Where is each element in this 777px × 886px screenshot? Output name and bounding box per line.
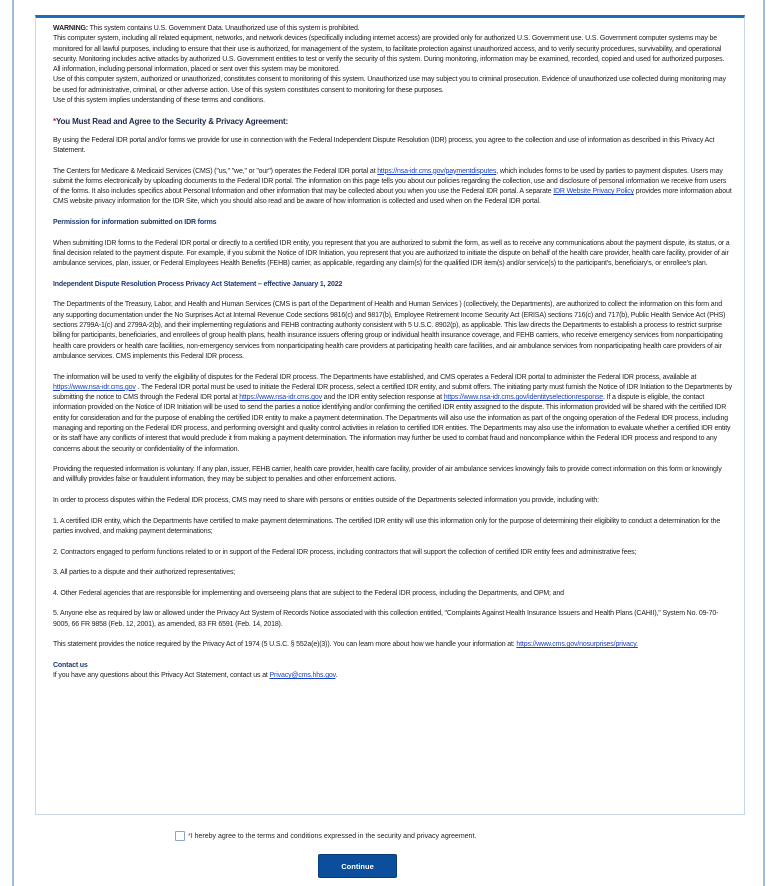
- list-item: 4. Other Federal agencies that are responsible for implementing and overseeing plans that are subject to the Federal IDR process, including the Departments, and OPM; and: [53, 589, 564, 597]
- warning-line: WARNING: This system contains U.S. Government Data. Unauthorized use of this system is prohibited.: [53, 25, 360, 32]
- nosurprises-privacy-link[interactable]: https://www.cms.gov/nosurprises/privacy.: [516, 641, 638, 649]
- contact-paragraph: If you have any questions about this Privacy Act Statement, contact us at Privacy@cms.hhs.gov.: [53, 672, 338, 680]
- permission-heading: Permission for information submitted on IDR forms: [53, 219, 217, 227]
- list-item: 1. A certified IDR entity, which the Departments have certified to make payment determinations. The certified IDR entity will use this information only for the purpose of determining their eligibility to conduct a determination for the parties involved, and making payment determinations;: [53, 517, 721, 535]
- idr-portal-link[interactable]: https://www.nsa-idr.cms.gov: [53, 383, 136, 391]
- list-item: 2. Contractors engaged to perform functions related to or in support of the Federal IDR process, including contractors that will support the collection of certified IDR entity fees and administrative fees;: [53, 548, 637, 556]
- list-item: 5. Anyone else as required by law or allowed under the Privacy Act System of Records Notice associated with this collection entitled, "Complaints Against Health Insurance Issuers and Health Plans (CAHII)," System No. 09-70-9005, 66 FR 9858 (Feb. 12, 2001), as amended, 83 FR 6591 (Feb. 14, 2018).: [53, 610, 719, 628]
- outer-frame-right: [763, 0, 765, 886]
- share-paragraph: In order to process disputes within the Federal IDR process, CMS may need to share with persons or entities outside of the Departments selected information you provide, including with:: [53, 497, 599, 505]
- use-paragraph: The information will be used to verify the eligibility of disputes for the Federal IDR process. The Departments have established, and CMS operates a Federal IDR portal to administer the Federal IDR process, available at https://www.nsa-idr.cms.gov . The Federal IDR portal must be used to initiate the Federal IDR process, select a certified IDR entity, and submit offers. The initiating party must furnish the Notice of IDR Initiation to the Departments by submitting the notice to CMS through the Federal IDR portal at https://www.nsa-idr.cms.gov and the IDR entity selection response at https://www.nsa-idr.cms.gov/identityselectionresponse. If a dispute is eligible, the contact information provided on the Notice of IDR Initiation will be used to send the parties a notice identifying and/or confirming the certified IDR entity assigned to the dispute. This information provided will be shared with the certified IDR entity for consideration and for the purpose of enabling the certified IDR entity to make a payment determination. The Departments will also use the information as part of the ongoing operation of the Federal IDR process, including managing and reporting on the Federal IDR process, and performing oversight and quality control activities in relation to certified IDR entities. The Departments may also use the information to evaluate whether a certified IDR entity or its staff have any conflicts of interest that would preclude it from making a payment determination. The information may further be used to combat fraud and noncompliance within the Federal IDR process and respond to any concerns about the security or confidentiality of the information.: [53, 373, 733, 453]
- payment-disputes-link[interactable]: https://nsa-idr.cms.gov/paymentdisputes: [377, 167, 497, 175]
- warning-paragraph: Use of this system implies understanding of these terms and conditions.: [53, 97, 265, 105]
- website-privacy-policy-link[interactable]: IDR Website Privacy Policy: [553, 188, 634, 196]
- entity-selection-link[interactable]: https://www.nsa-idr.cms.gov/identityselectionresponse: [443, 394, 604, 402]
- agree-label: I hereby agree to the terms and conditions expressed in the security and privacy agreement.: [190, 832, 477, 840]
- notice-paragraph: This statement provides the notice required by the Privacy Act of 1974 (5 U.S.C. § 552a(e)(3)). You can learn more about how we handle your information at: https://www.cms.gov/nosurprises/privacy.: [53, 641, 638, 649]
- idr-portal-link[interactable]: https://www.nsa-idr.cms.gov: [239, 394, 322, 402]
- agreement-heading: *You Must Read and Agree to the Security & Privacy Agreement:: [53, 117, 289, 127]
- permission-paragraph: When submitting IDR forms to the Federal IDR portal or directly to a certified IDR entity, you represent that you are authorized to submit the form, as well as to receive any communications about the payment dispute, its status, or a final decision related to the payment dispute. For example, if you submit the Notice of IDR Initiation, you represent that you are authorized to initiate the dispute on behalf of the health care provider, health care facility, provider of air ambulance services, plan, issuer, or Federal Employees Health Benefits (FEHB) carrier, as applicable, regarding any claim(s) for the qualified IDR item(s) and/or service(s) to the participant's, beneficiary's, or enrollee's plan.: [53, 239, 730, 268]
- privacy-email-link[interactable]: Privacy@cms.hhs.gov: [269, 672, 336, 680]
- warning-paragraph: Use of this computer system, authorized or unauthorized, constitutes consent to monitoring of this system. Unauthorized use may subject you to criminal prosecution. Evidence of unauthorized use collected during monitoring may be used for administrative, criminal, or other adverse action. Use of this system constitutes consent to monitoring for these purposes.: [53, 76, 726, 94]
- agree-checkbox[interactable]: [175, 831, 185, 841]
- intro-paragraph: By using the Federal IDR portal and/or forms we provide for use in connection with the Federal Independent Dispute Resolution (IDR) process, you agree to the collection and use of information as described in this Privacy Act Statement.: [53, 136, 715, 154]
- departments-paragraph: The Departments of the Treasury, Labor, and Health and Human Services (CMS is part of the Department of Health and Human Services ) (collectively, the Departments), are authorized to collect the information on this form and any supporting documentation under the No Surprises Act at Internal Revenue Code sections 9816(c) and 9817(b), Employee Retirement Income Security Act (ERISA) sections 716(c) and 717(b), Public Health Service Act (PHS) sections 2799A-1(c) and 2799A-2(b), and their implementing regulations and FEHB contracting authority consistent with 5 U.S.C. 8902(p), as applicable. This law directs the Departments to establish a process to restrict surprise billing for participants, beneficiaries, and enrollees of group health plans, health insurance issuers offering group or individual health insurance coverage, and FEHB carriers, who receive emergency services from nonparticipating health care providers or health care facilities, non-emergency services from nonparticipating health care providers at participating health care facilities, and air ambulance services from nonparticipating health care providers of air ambulance services. CMS implements this Federal IDR process.: [53, 301, 726, 360]
- agreement-scroll-panel[interactable]: [35, 15, 745, 815]
- contact-heading: Contact us: [53, 661, 88, 669]
- voluntary-paragraph: Providing the requested information is voluntary. If any plan, issuer, FEHB carrier, health care provider, health care facility, provider of air ambulance services knowingly fails to provide correct information on this form or knowingly and willfully provides false or fraudulent information, they may be subject to penalties and other enforcement actions.: [53, 466, 722, 484]
- warning-paragraph: This computer system, including all related equipment, networks, and network devices (specifically including internet access) are provided only for authorized U.S. Government use. U.S. Government computer systems may be monitored for all lawful purposes, including to ensure that their use is authorized, for management of the system, to facilitate protection against unauthorized access, and to verify security procedures, survivability, and operational security. Monitoring includes active attacks by authorized U.S. Government entities to test or verify the security of this system. During monitoring, information may be examined, recorded, copied and used for authorized purposes. All information, including personal information, placed or sent over this system may be monitored.: [53, 35, 725, 74]
- agreement-text: [53, 24, 733, 681]
- agree-checkbox-row[interactable]: * I hereby agree to the terms and conditions expressed in the security and privacy agreement.: [175, 831, 476, 841]
- list-item: 3. All parties to a dispute and their authorized representatives;: [53, 569, 236, 577]
- cms-paragraph: The Centers for Medicare & Medicaid Services (CMS) ("us," "we," or "our") operates the Federal IDR portal at https://nsa-idr.cms.gov/paymentdisputes, which includes forms to be used by parties to payment disputes. Users may submit the forms electronically by uploading documents to the Federal IDR portal. The information on this page tells you about our policies regarding the collection, use and disclosure of personal information we receive from users of the forms. It also includes specifics about Personal Information and other information that may be collected about you when you use the Federal IDR portal. A separate IDR Website Privacy Policy provides more information about CMS website privacy information for the IDR Site, which you should also read and be aware of how information is collected and used when on the Federal IDR portal.: [53, 167, 732, 206]
- outer-frame-left: [12, 0, 14, 886]
- statement-heading: Independent Dispute Resolution Process Privacy Act Statement – effective January 1, 2022: [53, 280, 343, 288]
- continue-button[interactable]: Continue: [318, 854, 397, 878]
